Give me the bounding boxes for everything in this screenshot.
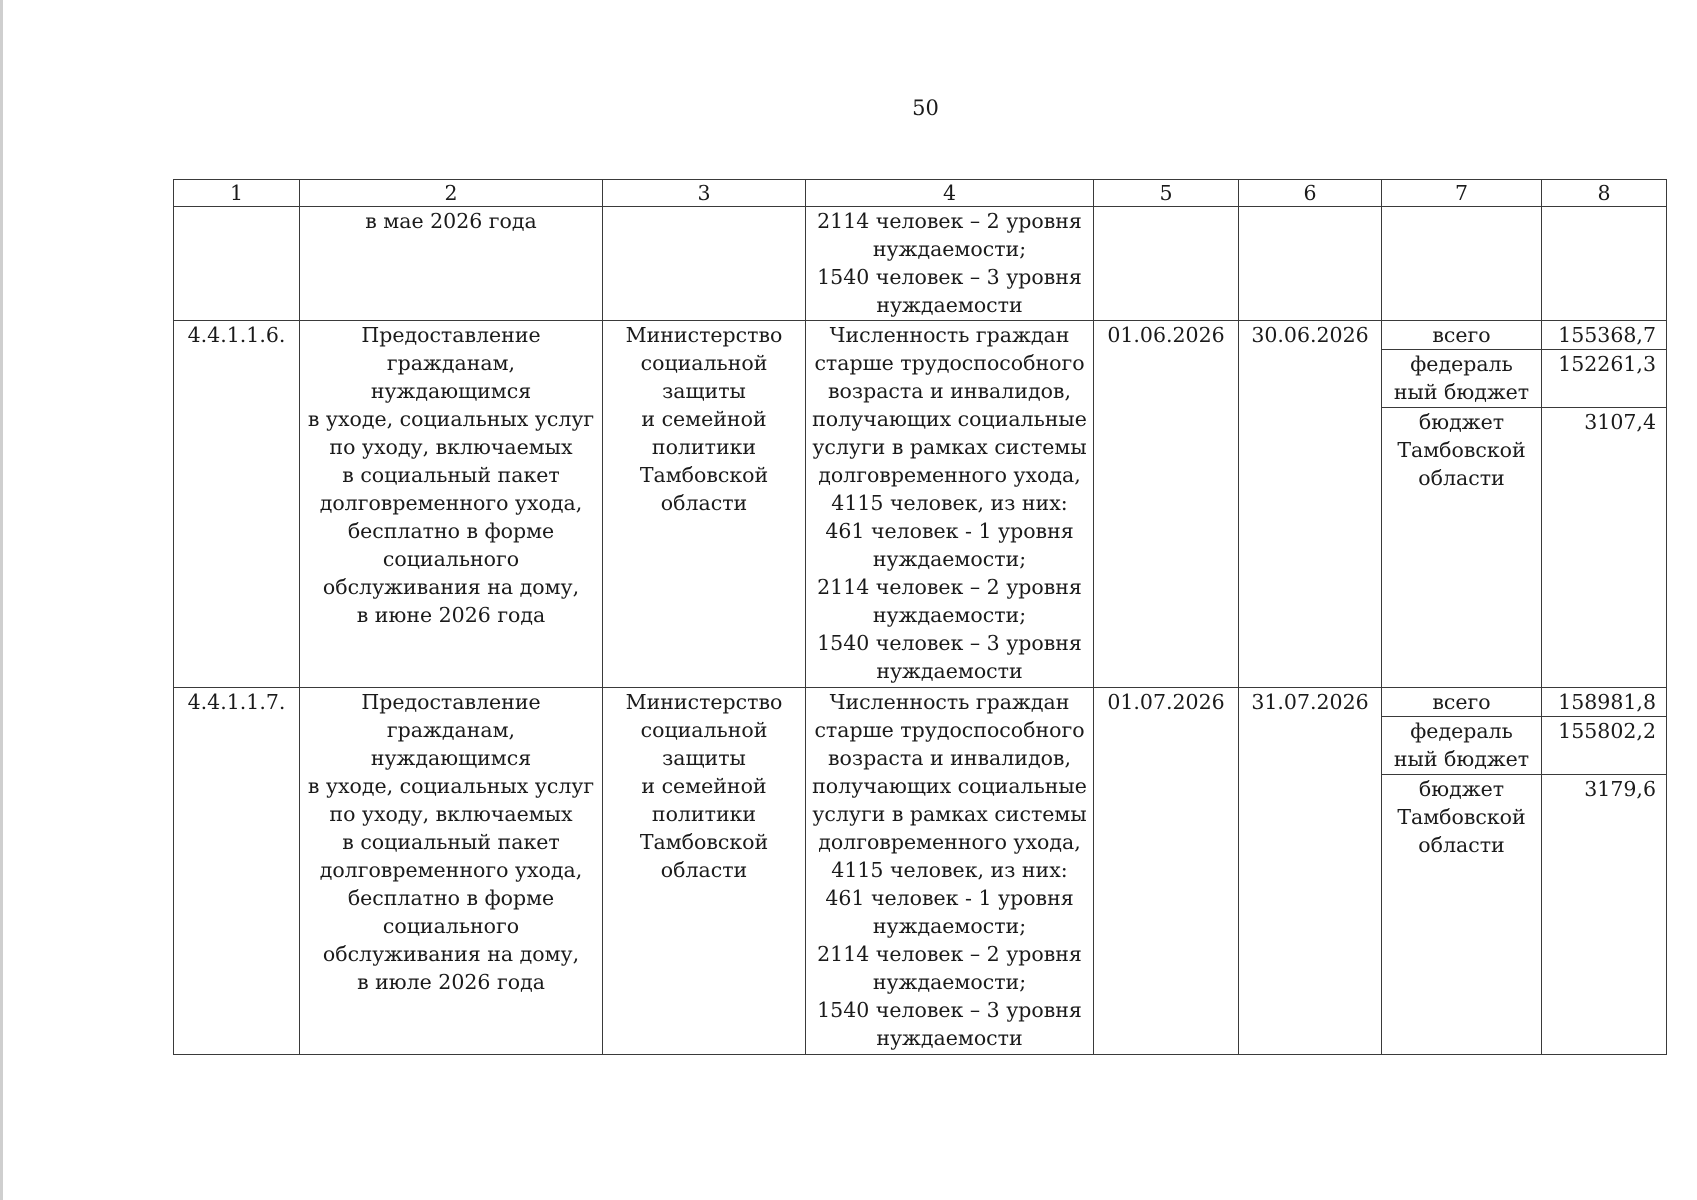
table-row bbox=[174, 688, 1667, 717]
column-number: 8 bbox=[1542, 180, 1667, 207]
funding-source: бюджет Тамбовской области bbox=[1382, 775, 1542, 1055]
table-row bbox=[174, 321, 1667, 350]
funding-source: федераль ный бюджет bbox=[1382, 350, 1542, 408]
funding-amount: 152261,3 bbox=[1542, 350, 1667, 408]
funding-amount: 3179,6 bbox=[1542, 775, 1667, 1055]
funding-amount: 155802,2 bbox=[1542, 717, 1667, 775]
row-start-date: 01.06.2026 bbox=[1094, 321, 1239, 688]
cell-empty bbox=[1382, 207, 1542, 321]
continuation-row bbox=[174, 207, 1667, 321]
scan-edge bbox=[0, 0, 3, 1200]
program-table bbox=[173, 179, 1667, 1055]
row-end-date: 31.07.2026 bbox=[1239, 688, 1382, 1055]
row-executor: Министерство социальной защиты и семейной политики Тамбовской области bbox=[603, 688, 806, 1055]
page-number: 50 bbox=[912, 96, 939, 120]
row-code: 4.4.1.1.7. bbox=[174, 688, 300, 1055]
funding-source: федераль ный бюджет bbox=[1382, 717, 1542, 775]
funding-amount: 3107,4 bbox=[1542, 408, 1667, 688]
continuation-description: в мае 2026 года bbox=[300, 207, 603, 321]
funding-source: бюджет Тамбовской области bbox=[1382, 408, 1542, 688]
row-indicator: Численность граждан старше трудоспособного возраста и инвалидов, получающих социальные услуги в рамках системы долговременного ухода, 4115 человек, из них: 461 человек - 1 уровня нуждаемости; 2114 человек – 2 уровня нуждаемости; 1540 человек – 3 уровня нуждаемости bbox=[806, 321, 1094, 688]
row-description: Предоставление гражданам, нуждающимся в уходе, социальных услуг по уходу, включаемых в социальный пакет долговременного ухода, бесплатно в форме социального обслуживания на дому, в июле 2026 года bbox=[300, 688, 603, 1055]
cell-empty bbox=[1094, 207, 1239, 321]
row-executor: Министерство социальной защиты и семейной политики Тамбовской области bbox=[603, 321, 806, 688]
column-number: 6 bbox=[1239, 180, 1382, 207]
column-number: 3 bbox=[603, 180, 806, 207]
continuation-indicator: 2114 человек – 2 уровня нуждаемости; 1540 человек – 3 уровня нуждаемости bbox=[806, 207, 1094, 321]
cell-empty bbox=[603, 207, 806, 321]
column-number: 2 bbox=[300, 180, 603, 207]
row-start-date: 01.07.2026 bbox=[1094, 688, 1239, 1055]
row-code: 4.4.1.1.6. bbox=[174, 321, 300, 688]
cell-empty bbox=[1239, 207, 1382, 321]
funding-amount: 158981,8 bbox=[1542, 688, 1667, 717]
column-number: 1 bbox=[174, 180, 300, 207]
row-description: Предоставление гражданам, нуждающимся в уходе, социальных услуг по уходу, включаемых в социальный пакет долговременного ухода, бесплатно в форме социального обслуживания на дому, в июне 2026 года bbox=[300, 321, 603, 688]
cell-empty bbox=[174, 207, 300, 321]
row-end-date: 30.06.2026 bbox=[1239, 321, 1382, 688]
column-number: 4 bbox=[806, 180, 1094, 207]
cell-empty bbox=[1542, 207, 1667, 321]
row-indicator: Численность граждан старше трудоспособного возраста и инвалидов, получающих социальные услуги в рамках системы долговременного ухода, 4115 человек, из них: 461 человек - 1 уровня нуждаемости; 2114 человек – 2 уровня нуждаемости; 1540 человек – 3 уровня нуждаемости bbox=[806, 688, 1094, 1055]
column-number-row bbox=[174, 180, 1667, 207]
column-number: 5 bbox=[1094, 180, 1239, 207]
funding-amount: 155368,7 bbox=[1542, 321, 1667, 350]
funding-source: всего bbox=[1382, 321, 1542, 350]
column-number: 7 bbox=[1382, 180, 1542, 207]
funding-source: всего bbox=[1382, 688, 1542, 717]
